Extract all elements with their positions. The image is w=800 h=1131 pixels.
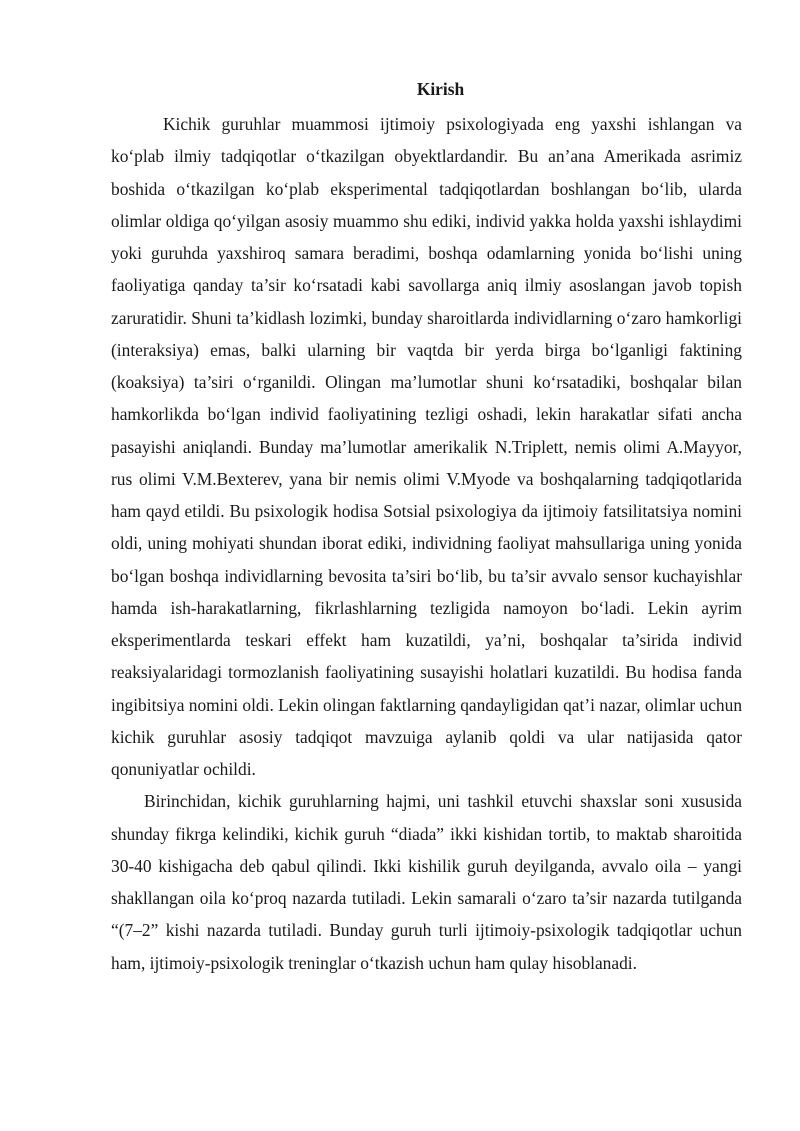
paragraph-1: Kichik guruhlar muammosi ijtimoiy psixologiyada eng yaxshi ishlangan va ko‘plab ilmiy tadqiqotlar o‘tkazilgan obyektlardandir. Bu an’ana Amerikada asrimiz boshida o‘tkazilgan ko‘plab eksperimental tadqiqotlardan boshlangan bo‘lib, ularda olimlar oldiga qo‘yilgan asosiy muammo shu ediki, individ yakka holda yaxshi ishlaydimi yoki guruhda yaxshiroq samara beradimi, boshqa odamlarning yonida bo‘lishi uning faoliyatiga qanday ta’sir ko‘rsatadi kabi savollarga aniq ilmiy asoslangan javob topish zaruratidir. Shuni ta’kidlash lozimki, bunday sharoitlarda individlarning o‘zaro hamkorligi (interaksiya) emas, balki ularning bir vaqtda bir yerda birga bo‘lganligi faktining (koaksiya) ta’siri o‘rganildi. Olingan ma’lumotlar shuni ko‘rsatadiki, boshqalar bilan hamkorlikda bo‘lgan individ faoliyatining tezligi oshadi, lekin harakatlar sifati ancha pasayishi aniqlandi. Bunday ma’lumotlar amerikalik N.Triplett, nemis olimi A.Mayyor, rus olimi V.M.Bexterev, yana bir nemis olimi V.Myode va boshqalarning tadqiqotlarida ham qayd etildi. Bu psixologik hodisa Sotsial psixologiya da ijtimoiy fatsilitatsiya nomini oldi, uning mohiyati shundan iborat ediki, individning faoliyat mahsullariga uning yonida bo‘lgan boshqa individlarning bevosita ta’siri bo‘lib, bu ta’sir avvalo sensor kuchayishlar hamda ish-harakatlarning, fikrlashlarning tezligida namoyon bo‘ladi. Lekin ayrim eksperimentlarda teskari effekt ham kuzatildi, ya’ni, boshqalar ta’sirida individ reaksiyalaridagi tormozlanish faoliyatining susayishi holatlari kuzatildi. Bu hodisa fanda ingibitsiya nomini oldi. Lekin olingan faktlarning qandayligidan qat’i nazar, olimlar uchun kichik guruhlar asosiy tadqiqot mavzuiga aylanib qoldi va ular natijasida qator qonuniyatlar ochildi. [111, 114, 743, 779]
paragraph-2: Birinchidan, kichik guruhlarning hajmi, uni tashkil etuvchi shaxslar soni xususida shunday fikrga kelindiki, kichik guruh “diada” ikki kishidan tortib, to maktab sharoitida 30-40 kishigacha deb qabul qilindi. Ikki kishilik guruh deyilganda, avvalo oila – yangi shakllangan oila ko‘proq nazarda tutiladi. Lekin samarali o‘zaro ta’sir nazarda tutilganda “(7–2” kishi nazarda tutiladi. Bunday guruh turli ijtimoiy-psixologik tadqiqotlar uchun ham, ijtimoiy-psixologik treninglar o‘tkazish uchun ham qulay hisoblanadi. [111, 791, 742, 973]
page-title: Kirish [416, 79, 465, 99]
document-body [111, 76, 742, 979]
